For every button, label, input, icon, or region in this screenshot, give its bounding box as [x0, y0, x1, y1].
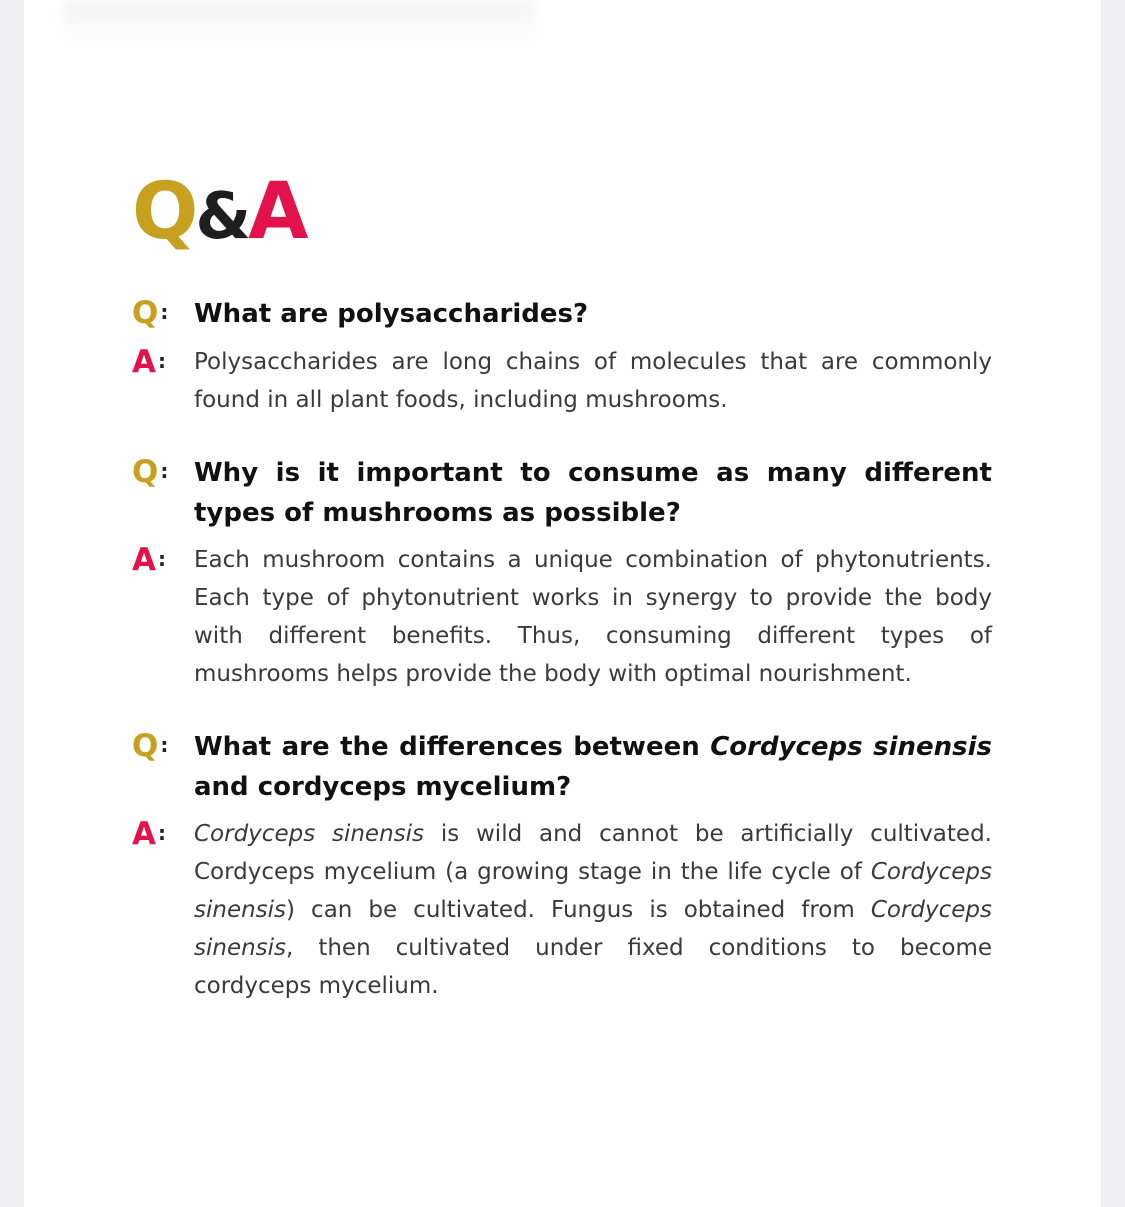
qa-heading [132, 167, 306, 259]
heading-ampersand: & [195, 180, 249, 254]
answer-marker: A : [132, 344, 166, 380]
answer-text [194, 541, 992, 693]
text-segment: is wild and cannot be artificially cultivated. Cordyceps mycelium (a growing stage in the life cycle of [194, 821, 992, 885]
question-row [132, 294, 992, 335]
question-row [132, 727, 992, 807]
answer-text [194, 815, 992, 1005]
italic-term: Cordyceps sinensis [194, 859, 992, 923]
heading-q: Q [132, 167, 196, 257]
question-text [194, 453, 992, 533]
answer-marker: A : [132, 542, 166, 578]
qa-item [132, 727, 992, 1005]
italic-term: Cordyceps sinensis [194, 821, 425, 847]
text-segment: and cordyceps mycelium? [194, 772, 572, 802]
answer-marker: A : [132, 816, 166, 852]
text-segment: Why is it important to consume as many different types of mushrooms as possible? [194, 458, 992, 528]
answer-row [132, 343, 992, 419]
text-segment: Polysaccharides are long chains of molecules that are commonly found in all plant foods, including mushrooms. [194, 349, 992, 413]
text-segment: , then cultivated under fixed conditions to become cordyceps mycelium. [194, 935, 992, 999]
italic-term: Cordyceps sinensis [710, 732, 993, 762]
text-segment: What are polysaccharides? [194, 299, 589, 329]
text-segment: What are the differences between [194, 732, 711, 762]
question-marker: Q : [132, 728, 169, 764]
question-text [194, 294, 992, 334]
question-marker: Q : [132, 295, 169, 331]
top-shadow [64, 0, 534, 44]
text-segment: Each mushroom contains a unique combination of phytonutrients. Each type of phytonutrient works in synergy to provide the body with different benefits. Thus, consuming different types of mushrooms helps provide the body with optimal nourishment. [194, 547, 992, 687]
qa-list [132, 294, 992, 1039]
qa-item [132, 453, 992, 693]
answer-row [132, 541, 992, 693]
heading-a: A [248, 167, 306, 257]
text-segment: ) can be cultivated. Fungus is obtained from [286, 897, 871, 923]
italic-term: Cordyceps sinensis [194, 897, 992, 961]
question-text [194, 727, 992, 807]
question-row [132, 453, 992, 533]
page [24, 0, 1101, 1207]
answer-text [194, 343, 992, 419]
qa-item [132, 294, 992, 419]
question-marker: Q : [132, 454, 169, 490]
answer-row [132, 815, 992, 1005]
